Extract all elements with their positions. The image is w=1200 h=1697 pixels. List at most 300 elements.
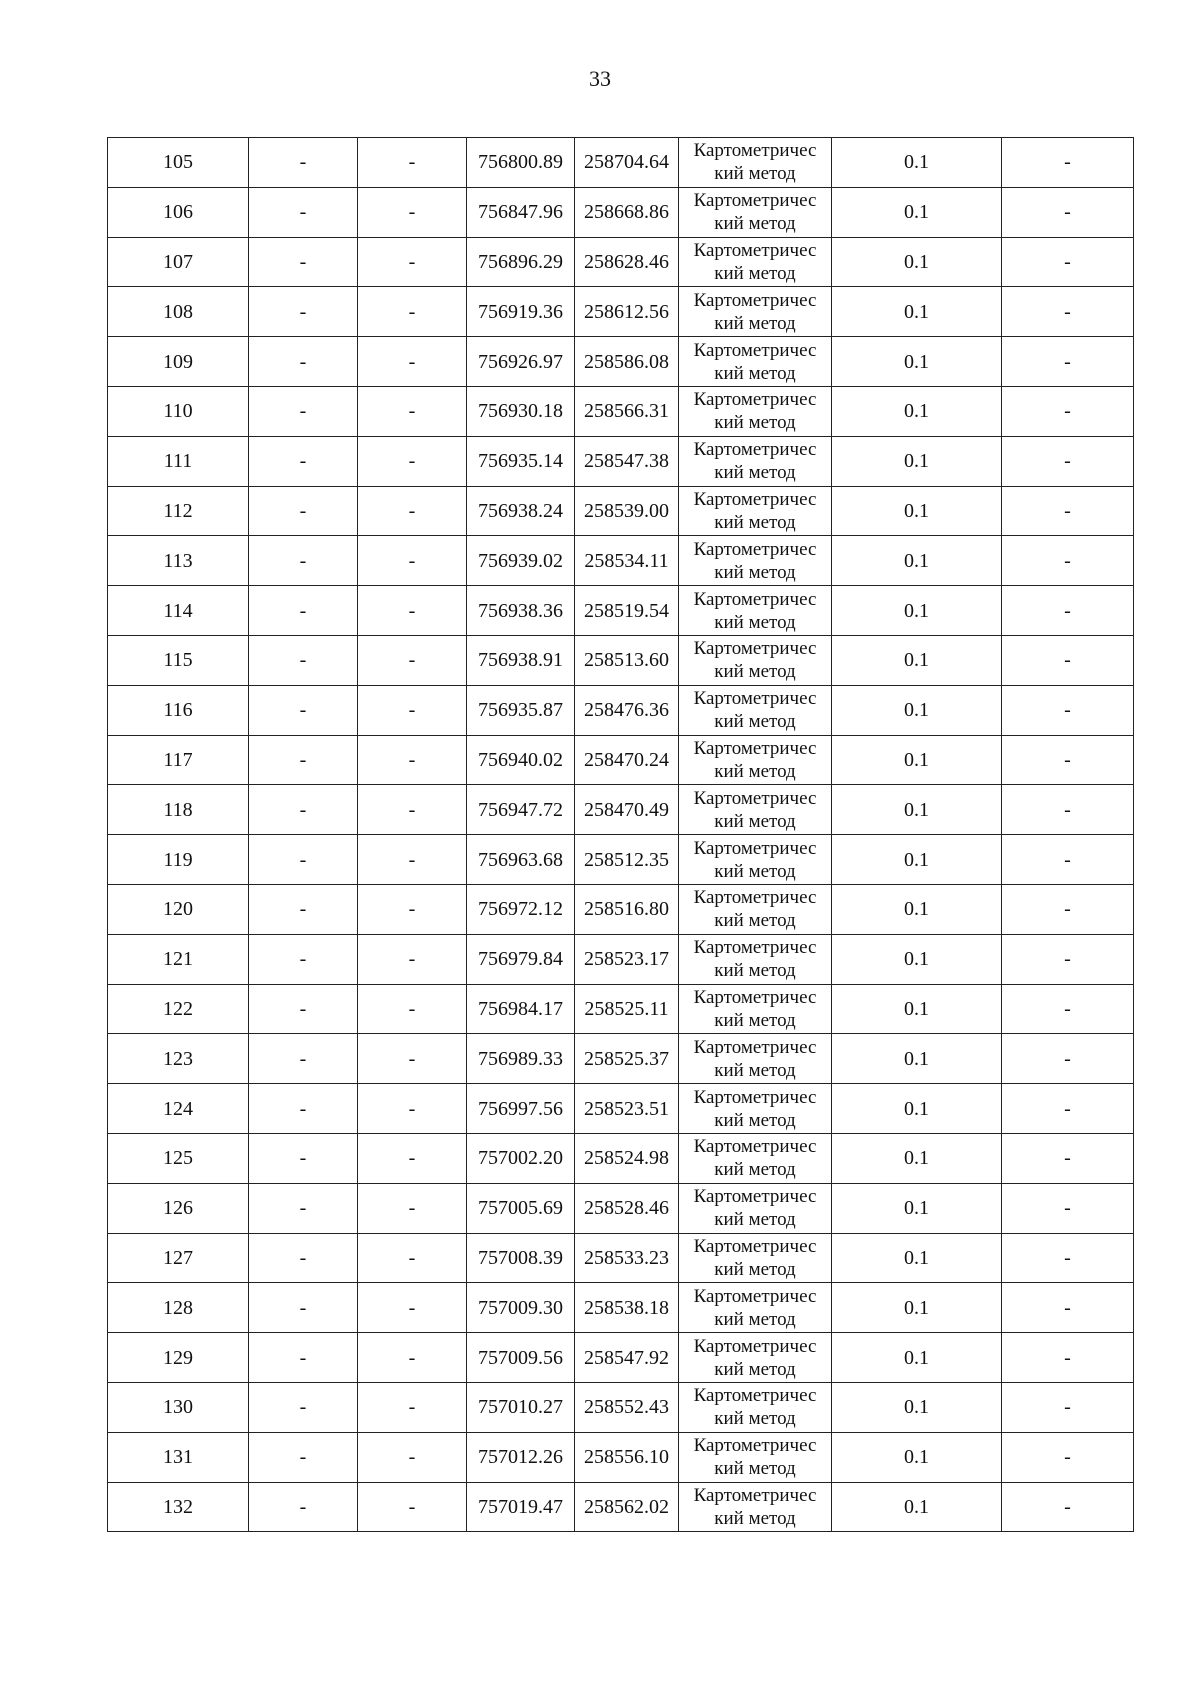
empty-dash-cell: - <box>1002 1034 1134 1084</box>
empty-dash-cell: - <box>358 138 467 188</box>
method-cell <box>679 237 832 287</box>
y-coordinate-cell: 258523.17 <box>575 934 679 984</box>
method-line-2: кий метод <box>714 760 796 782</box>
point-number-cell: 119 <box>108 835 249 885</box>
table-row <box>108 287 1134 337</box>
x-coordinate-cell: 756989.33 <box>467 1034 575 1084</box>
point-number-cell: 109 <box>108 337 249 387</box>
page-number: 33 <box>589 66 611 91</box>
method-line-2: кий метод <box>714 163 796 185</box>
table-row <box>108 1333 1134 1383</box>
empty-dash-cell: - <box>249 1084 358 1134</box>
method-line-2: кий метод <box>714 362 796 384</box>
y-coordinate-cell: 258476.36 <box>575 685 679 735</box>
method-line-1: Картометричес <box>693 140 817 162</box>
method-line-2: кий метод <box>714 213 796 235</box>
empty-dash-cell: - <box>1002 835 1134 885</box>
method-cell <box>679 337 832 387</box>
empty-dash-cell: - <box>1002 1482 1134 1532</box>
method-cell <box>679 735 832 785</box>
x-coordinate-cell: 757019.47 <box>467 1482 575 1532</box>
y-coordinate-cell: 258566.31 <box>575 386 679 436</box>
point-number-cell: 114 <box>108 586 249 636</box>
empty-dash-cell: - <box>249 287 358 337</box>
x-coordinate-cell: 756938.36 <box>467 586 575 636</box>
empty-dash-cell: - <box>358 1034 467 1084</box>
table-row <box>108 138 1134 188</box>
method-line-1: Картометричес <box>693 937 817 959</box>
empty-dash-cell: - <box>1002 884 1134 934</box>
empty-dash-cell: - <box>358 835 467 885</box>
y-coordinate-cell: 258528.46 <box>575 1183 679 1233</box>
point-number-cell: 116 <box>108 685 249 735</box>
empty-dash-cell: - <box>1002 486 1134 536</box>
y-coordinate-cell: 258539.00 <box>575 486 679 536</box>
method-line-2: кий метод <box>714 661 796 683</box>
table-row <box>108 1084 1134 1134</box>
y-coordinate-cell: 258524.98 <box>575 1133 679 1183</box>
method-cell <box>679 138 832 188</box>
empty-dash-cell: - <box>249 785 358 835</box>
accuracy-cell: 0.1 <box>832 436 1002 486</box>
method-cell <box>679 835 832 885</box>
method-line-1: Картометричес <box>693 1235 817 1257</box>
point-number-cell: 122 <box>108 984 249 1034</box>
method-line-1: Картометричес <box>693 1435 817 1457</box>
empty-dash-cell: - <box>1002 1432 1134 1482</box>
accuracy-cell: 0.1 <box>832 1432 1002 1482</box>
x-coordinate-cell: 756896.29 <box>467 237 575 287</box>
point-number-cell: 113 <box>108 536 249 586</box>
empty-dash-cell: - <box>358 436 467 486</box>
point-number-cell: 112 <box>108 486 249 536</box>
method-line-1: Картометричес <box>693 638 817 660</box>
method-line-2: кий метод <box>714 511 796 533</box>
method-line-2: кий метод <box>714 1159 796 1181</box>
accuracy-cell: 0.1 <box>832 138 1002 188</box>
empty-dash-cell: - <box>249 1382 358 1432</box>
method-line-2: кий метод <box>714 810 796 832</box>
empty-dash-cell: - <box>1002 735 1134 785</box>
accuracy-cell: 0.1 <box>832 884 1002 934</box>
point-number-cell: 130 <box>108 1382 249 1432</box>
table-row <box>108 835 1134 885</box>
method-line-2: кий метод <box>714 462 796 484</box>
table-row <box>108 1183 1134 1233</box>
empty-dash-cell: - <box>358 1382 467 1432</box>
method-line-1: Картометричес <box>693 1136 817 1158</box>
empty-dash-cell: - <box>1002 436 1134 486</box>
empty-dash-cell: - <box>249 685 358 735</box>
x-coordinate-cell: 757010.27 <box>467 1382 575 1432</box>
method-cell <box>679 1482 832 1532</box>
method-line-1: Картометричес <box>693 588 817 610</box>
empty-dash-cell: - <box>1002 785 1134 835</box>
empty-dash-cell: - <box>249 138 358 188</box>
accuracy-cell: 0.1 <box>832 536 1002 586</box>
method-line-1: Картометричес <box>693 688 817 710</box>
accuracy-cell: 0.1 <box>832 685 1002 735</box>
method-line-2: кий метод <box>714 860 796 882</box>
method-cell <box>679 1333 832 1383</box>
method-line-1: Картометричес <box>693 737 817 759</box>
method-line-1: Картометричес <box>693 239 817 261</box>
empty-dash-cell: - <box>249 735 358 785</box>
method-cell <box>679 287 832 337</box>
accuracy-cell: 0.1 <box>832 984 1002 1034</box>
table-row <box>108 187 1134 237</box>
empty-dash-cell: - <box>249 934 358 984</box>
method-cell <box>679 536 832 586</box>
table-row <box>108 934 1134 984</box>
method-line-2: кий метод <box>714 1308 796 1330</box>
y-coordinate-cell: 258552.43 <box>575 1382 679 1432</box>
point-number-cell: 127 <box>108 1233 249 1283</box>
empty-dash-cell: - <box>1002 1233 1134 1283</box>
empty-dash-cell: - <box>249 386 358 436</box>
method-line-2: кий метод <box>714 1507 796 1529</box>
method-line-2: кий метод <box>714 312 796 334</box>
method-cell <box>679 1382 832 1432</box>
accuracy-cell: 0.1 <box>832 237 1002 287</box>
method-line-1: Картометричес <box>693 1335 817 1357</box>
method-line-1: Картометричес <box>693 289 817 311</box>
empty-dash-cell: - <box>249 436 358 486</box>
y-coordinate-cell: 258628.46 <box>575 237 679 287</box>
method-line-2: кий метод <box>714 412 796 434</box>
empty-dash-cell: - <box>358 1183 467 1233</box>
y-coordinate-cell: 258612.56 <box>575 287 679 337</box>
empty-dash-cell: - <box>358 1432 467 1482</box>
empty-dash-cell: - <box>1002 1183 1134 1233</box>
y-coordinate-cell: 258534.11 <box>575 536 679 586</box>
empty-dash-cell: - <box>1002 237 1134 287</box>
point-number-cell: 124 <box>108 1084 249 1134</box>
empty-dash-cell: - <box>1002 586 1134 636</box>
table-row <box>108 1482 1134 1532</box>
method-line-1: Картометричес <box>693 1036 817 1058</box>
empty-dash-cell: - <box>249 536 358 586</box>
accuracy-cell: 0.1 <box>832 934 1002 984</box>
empty-dash-cell: - <box>249 1233 358 1283</box>
x-coordinate-cell: 756800.89 <box>467 138 575 188</box>
method-line-1: Картометричес <box>693 887 817 909</box>
point-number-cell: 117 <box>108 735 249 785</box>
x-coordinate-cell: 756847.96 <box>467 187 575 237</box>
x-coordinate-cell: 756919.36 <box>467 287 575 337</box>
point-number-cell: 128 <box>108 1283 249 1333</box>
method-line-1: Картометричес <box>693 389 817 411</box>
method-cell <box>679 436 832 486</box>
empty-dash-cell: - <box>358 536 467 586</box>
empty-dash-cell: - <box>1002 1133 1134 1183</box>
method-line-2: кий метод <box>714 1009 796 1031</box>
y-coordinate-cell: 258525.11 <box>575 984 679 1034</box>
y-coordinate-cell: 258525.37 <box>575 1034 679 1084</box>
point-number-cell: 107 <box>108 237 249 287</box>
empty-dash-cell: - <box>1002 337 1134 387</box>
coordinates-table <box>107 137 1134 1532</box>
y-coordinate-cell: 258470.24 <box>575 735 679 785</box>
x-coordinate-cell: 757009.30 <box>467 1283 575 1333</box>
empty-dash-cell: - <box>358 884 467 934</box>
accuracy-cell: 0.1 <box>832 1482 1002 1532</box>
accuracy-cell: 0.1 <box>832 586 1002 636</box>
table-row <box>108 586 1134 636</box>
empty-dash-cell: - <box>358 386 467 436</box>
empty-dash-cell: - <box>1002 635 1134 685</box>
x-coordinate-cell: 756926.97 <box>467 337 575 387</box>
point-number-cell: 121 <box>108 934 249 984</box>
y-coordinate-cell: 258556.10 <box>575 1432 679 1482</box>
empty-dash-cell: - <box>249 486 358 536</box>
empty-dash-cell: - <box>358 934 467 984</box>
x-coordinate-cell: 757008.39 <box>467 1233 575 1283</box>
table-row <box>108 486 1134 536</box>
empty-dash-cell: - <box>1002 984 1134 1034</box>
accuracy-cell: 0.1 <box>832 1233 1002 1283</box>
y-coordinate-cell: 258513.60 <box>575 635 679 685</box>
empty-dash-cell: - <box>249 884 358 934</box>
method-line-2: кий метод <box>714 611 796 633</box>
empty-dash-cell: - <box>1002 1382 1134 1432</box>
accuracy-cell: 0.1 <box>832 835 1002 885</box>
empty-dash-cell: - <box>249 835 358 885</box>
empty-dash-cell: - <box>249 1034 358 1084</box>
empty-dash-cell: - <box>358 1333 467 1383</box>
empty-dash-cell: - <box>358 1084 467 1134</box>
accuracy-cell: 0.1 <box>832 337 1002 387</box>
method-cell <box>679 586 832 636</box>
table-row <box>108 685 1134 735</box>
x-coordinate-cell: 756972.12 <box>467 884 575 934</box>
x-coordinate-cell: 756939.02 <box>467 536 575 586</box>
table-row <box>108 237 1134 287</box>
x-coordinate-cell: 756979.84 <box>467 934 575 984</box>
x-coordinate-cell: 757012.26 <box>467 1432 575 1482</box>
y-coordinate-cell: 258512.35 <box>575 835 679 885</box>
empty-dash-cell: - <box>1002 138 1134 188</box>
method-cell <box>679 187 832 237</box>
empty-dash-cell: - <box>358 237 467 287</box>
method-cell <box>679 884 832 934</box>
method-line-1: Картометричес <box>693 986 817 1008</box>
y-coordinate-cell: 258470.49 <box>575 785 679 835</box>
empty-dash-cell: - <box>249 1333 358 1383</box>
method-line-2: кий метод <box>714 1358 796 1380</box>
empty-dash-cell: - <box>249 984 358 1034</box>
method-line-2: кий метод <box>714 1458 796 1480</box>
accuracy-cell: 0.1 <box>832 486 1002 536</box>
method-cell <box>679 934 832 984</box>
empty-dash-cell: - <box>249 1482 358 1532</box>
accuracy-cell: 0.1 <box>832 1283 1002 1333</box>
method-cell <box>679 1283 832 1333</box>
table-row <box>108 1133 1134 1183</box>
method-cell <box>679 635 832 685</box>
empty-dash-cell: - <box>358 984 467 1034</box>
method-line-2: кий метод <box>714 262 796 284</box>
x-coordinate-cell: 757005.69 <box>467 1183 575 1233</box>
x-coordinate-cell: 756984.17 <box>467 984 575 1034</box>
method-line-1: Картометричес <box>693 1484 817 1506</box>
empty-dash-cell: - <box>249 586 358 636</box>
empty-dash-cell: - <box>249 187 358 237</box>
empty-dash-cell: - <box>358 1133 467 1183</box>
empty-dash-cell: - <box>249 237 358 287</box>
y-coordinate-cell: 258523.51 <box>575 1084 679 1134</box>
table-body <box>108 138 1134 1532</box>
table-row <box>108 635 1134 685</box>
y-coordinate-cell: 258704.64 <box>575 138 679 188</box>
method-line-2: кий метод <box>714 910 796 932</box>
point-number-cell: 106 <box>108 187 249 237</box>
method-cell <box>679 1133 832 1183</box>
empty-dash-cell: - <box>249 1183 358 1233</box>
accuracy-cell: 0.1 <box>832 1084 1002 1134</box>
x-coordinate-cell: 756930.18 <box>467 386 575 436</box>
table-row <box>108 337 1134 387</box>
empty-dash-cell: - <box>358 586 467 636</box>
table-row <box>108 1034 1134 1084</box>
point-number-cell: 131 <box>108 1432 249 1482</box>
point-number-cell: 123 <box>108 1034 249 1084</box>
y-coordinate-cell: 258519.54 <box>575 586 679 636</box>
empty-dash-cell: - <box>249 337 358 387</box>
method-cell <box>679 386 832 436</box>
point-number-cell: 110 <box>108 386 249 436</box>
empty-dash-cell: - <box>1002 934 1134 984</box>
empty-dash-cell: - <box>358 337 467 387</box>
table-row <box>108 984 1134 1034</box>
accuracy-cell: 0.1 <box>832 785 1002 835</box>
table-row <box>108 386 1134 436</box>
point-number-cell: 125 <box>108 1133 249 1183</box>
table-row <box>108 436 1134 486</box>
y-coordinate-cell: 258538.18 <box>575 1283 679 1333</box>
accuracy-cell: 0.1 <box>832 635 1002 685</box>
accuracy-cell: 0.1 <box>832 1382 1002 1432</box>
empty-dash-cell: - <box>1002 1283 1134 1333</box>
point-number-cell: 115 <box>108 635 249 685</box>
y-coordinate-cell: 258562.02 <box>575 1482 679 1532</box>
method-line-2: кий метод <box>714 561 796 583</box>
method-line-1: Картометричес <box>693 1086 817 1108</box>
empty-dash-cell: - <box>358 1482 467 1532</box>
point-number-cell: 120 <box>108 884 249 934</box>
x-coordinate-cell: 757009.56 <box>467 1333 575 1383</box>
method-line-2: кий метод <box>714 1059 796 1081</box>
empty-dash-cell: - <box>1002 386 1134 436</box>
y-coordinate-cell: 258547.92 <box>575 1333 679 1383</box>
method-line-1: Картометричес <box>693 488 817 510</box>
method-cell <box>679 685 832 735</box>
x-coordinate-cell: 757002.20 <box>467 1133 575 1183</box>
empty-dash-cell: - <box>358 685 467 735</box>
method-line-2: кий метод <box>714 1109 796 1131</box>
empty-dash-cell: - <box>249 1283 358 1333</box>
y-coordinate-cell: 258668.86 <box>575 187 679 237</box>
table-row <box>108 1432 1134 1482</box>
method-cell <box>679 1034 832 1084</box>
x-coordinate-cell: 756947.72 <box>467 785 575 835</box>
method-cell <box>679 785 832 835</box>
method-cell <box>679 486 832 536</box>
table-row <box>108 1382 1134 1432</box>
method-cell <box>679 984 832 1034</box>
accuracy-cell: 0.1 <box>832 735 1002 785</box>
x-coordinate-cell: 756935.14 <box>467 436 575 486</box>
accuracy-cell: 0.1 <box>832 287 1002 337</box>
method-line-2: кий метод <box>714 1209 796 1231</box>
method-line-1: Картометричес <box>693 837 817 859</box>
method-line-2: кий метод <box>714 1258 796 1280</box>
empty-dash-cell: - <box>358 635 467 685</box>
point-number-cell: 108 <box>108 287 249 337</box>
x-coordinate-cell: 756938.24 <box>467 486 575 536</box>
table-row <box>108 884 1134 934</box>
point-number-cell: 105 <box>108 138 249 188</box>
empty-dash-cell: - <box>358 486 467 536</box>
method-line-2: кий метод <box>714 1408 796 1430</box>
method-line-1: Картометричес <box>693 439 817 461</box>
accuracy-cell: 0.1 <box>832 1183 1002 1233</box>
y-coordinate-cell: 258533.23 <box>575 1233 679 1283</box>
method-line-1: Картометричес <box>693 787 817 809</box>
method-line-1: Картометричес <box>693 1385 817 1407</box>
accuracy-cell: 0.1 <box>832 1333 1002 1383</box>
y-coordinate-cell: 258547.38 <box>575 436 679 486</box>
empty-dash-cell: - <box>358 735 467 785</box>
empty-dash-cell: - <box>358 1233 467 1283</box>
empty-dash-cell: - <box>1002 1084 1134 1134</box>
method-line-2: кий метод <box>714 960 796 982</box>
method-cell <box>679 1432 832 1482</box>
table-row <box>108 1283 1134 1333</box>
method-line-1: Картометричес <box>693 1285 817 1307</box>
method-line-1: Картометричес <box>693 538 817 560</box>
empty-dash-cell: - <box>249 635 358 685</box>
empty-dash-cell: - <box>358 187 467 237</box>
point-number-cell: 111 <box>108 436 249 486</box>
method-cell <box>679 1183 832 1233</box>
method-line-2: кий метод <box>714 711 796 733</box>
x-coordinate-cell: 756940.02 <box>467 735 575 785</box>
empty-dash-cell: - <box>1002 685 1134 735</box>
accuracy-cell: 0.1 <box>832 1133 1002 1183</box>
method-line-1: Картометричес <box>693 339 817 361</box>
empty-dash-cell: - <box>249 1133 358 1183</box>
y-coordinate-cell: 258516.80 <box>575 884 679 934</box>
table-row <box>108 785 1134 835</box>
empty-dash-cell: - <box>249 1432 358 1482</box>
empty-dash-cell: - <box>358 785 467 835</box>
y-coordinate-cell: 258586.08 <box>575 337 679 387</box>
empty-dash-cell: - <box>1002 1333 1134 1383</box>
empty-dash-cell: - <box>1002 187 1134 237</box>
x-coordinate-cell: 756938.91 <box>467 635 575 685</box>
table-row <box>108 536 1134 586</box>
empty-dash-cell: - <box>358 1283 467 1333</box>
table-row <box>108 735 1134 785</box>
empty-dash-cell: - <box>358 287 467 337</box>
point-number-cell: 118 <box>108 785 249 835</box>
method-cell <box>679 1233 832 1283</box>
method-line-1: Картометричес <box>693 190 817 212</box>
empty-dash-cell: - <box>1002 536 1134 586</box>
method-line-1: Картометричес <box>693 1186 817 1208</box>
x-coordinate-cell: 756935.87 <box>467 685 575 735</box>
